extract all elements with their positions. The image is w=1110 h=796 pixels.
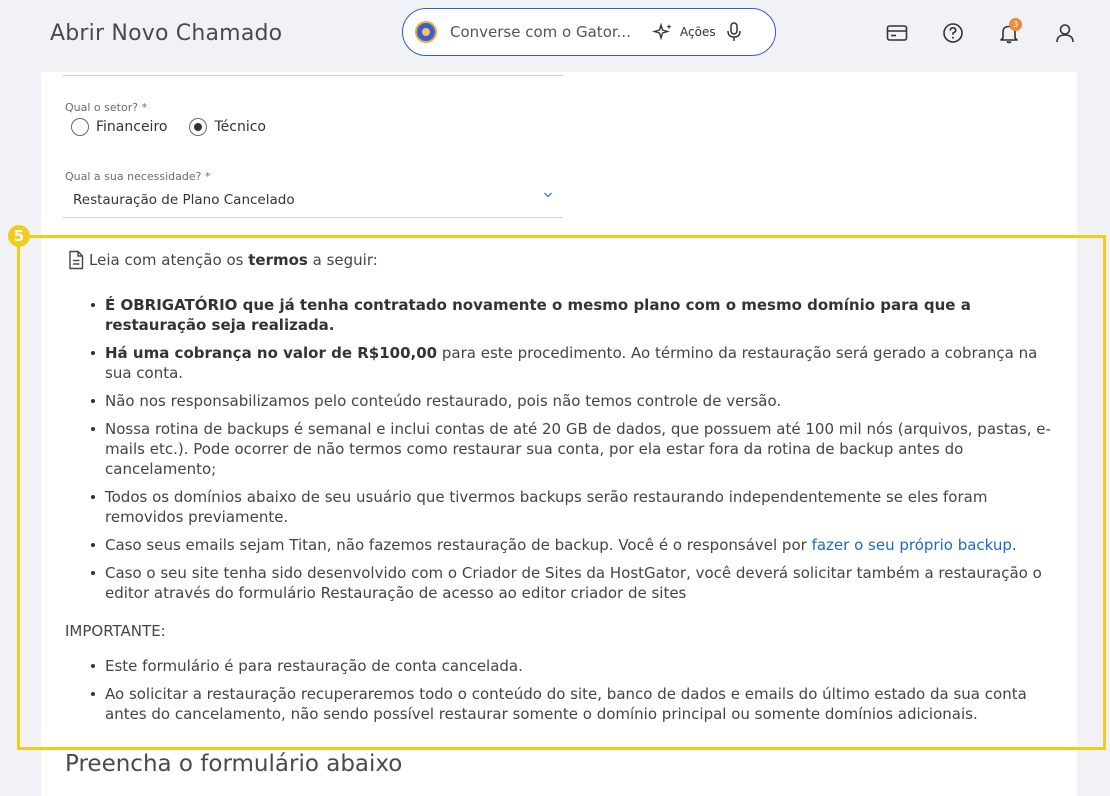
terms-item bbox=[105, 295, 1055, 335]
chevron-down-icon bbox=[543, 191, 553, 199]
radio-financeiro-label[interactable]: Financeiro bbox=[96, 119, 168, 135]
terms-item-text: Caso seus emails sejam Titan, não fazemos restauração de backup. Você é o responsável por bbox=[105, 536, 812, 554]
terms-item-text: Não nos responsabilizamos pelo conteúdo restaurado, pois não temos controle de versão. bbox=[105, 392, 782, 410]
step-badge: 5 bbox=[8, 225, 30, 247]
sector-radio-group bbox=[71, 118, 266, 136]
notification-badge: 3 bbox=[1009, 18, 1022, 31]
terms-intro bbox=[67, 250, 378, 270]
bell-icon[interactable] bbox=[997, 21, 1021, 45]
radio-financeiro[interactable] bbox=[71, 118, 89, 136]
help-icon[interactable] bbox=[941, 21, 965, 45]
card-icon[interactable] bbox=[885, 21, 909, 45]
terms-item bbox=[105, 563, 1055, 603]
user-icon[interactable] bbox=[1053, 21, 1077, 45]
terms-item bbox=[105, 391, 1055, 411]
document-icon bbox=[67, 250, 85, 270]
terms-item bbox=[105, 343, 1055, 383]
need-select[interactable] bbox=[63, 187, 563, 218]
important-item bbox=[105, 684, 1055, 724]
terms-item-bold: Há uma cobrança no valor de R$100,00 bbox=[105, 344, 438, 362]
important-item bbox=[105, 656, 1055, 676]
gator-chat-search[interactable] bbox=[402, 8, 776, 56]
terms-item bbox=[105, 419, 1055, 479]
need-select-value: Restauração de Plano Cancelado bbox=[73, 192, 295, 208]
backup-link[interactable]: fazer o seu próprio backup bbox=[811, 536, 1012, 554]
terms-list bbox=[105, 295, 1055, 611]
terms-item-text: Todos os domínios abaixo de seu usuário que tivermos backups serão restaurando independentemente se eles foram removidos previamente. bbox=[105, 488, 988, 526]
terms-item bbox=[105, 487, 1055, 527]
radio-tecnico-label[interactable]: Técnico bbox=[214, 119, 266, 135]
actions-label: Ações bbox=[680, 25, 716, 39]
page-title: Abrir Novo Chamado bbox=[50, 21, 283, 46]
terms-item-tail: . bbox=[1011, 536, 1017, 554]
top-bar bbox=[0, 0, 1110, 70]
sector-label: Qual o setor? * bbox=[65, 101, 148, 114]
important-list bbox=[105, 656, 1055, 732]
important-item-text: Este formulário é para restauração de conta cancelada. bbox=[105, 657, 523, 675]
terms-item bbox=[105, 535, 1055, 555]
terms-item-text: para este procedimento. Ao término da restauração será gerado a cobrança na sua conta. bbox=[105, 344, 1038, 382]
radio-tecnico[interactable] bbox=[189, 118, 207, 136]
need-label: Qual a sua necessidade? * bbox=[65, 170, 211, 183]
important-item-text: Ao solicitar a restauração recuperaremos todo o conteúdo do site, banco de dados e emails do último estado da sua conta antes do cancelamento, não sendo possível restaurar somente o domínio principal ou somente domínios adicionais. bbox=[105, 685, 1027, 723]
terms-item-text: Nossa rotina de backups é semanal e inclui contas de até 20 GB de dados, que possuem até 100 mil nós (arquivos, pastas, e-mails etc.). Pode ocorrer de não termos como restaurar sua conta, por ela estar fora da rotina de backup antes do cancelamento; bbox=[105, 420, 1051, 478]
terms-intro-bold: termos bbox=[248, 251, 308, 269]
mic-icon[interactable] bbox=[726, 22, 742, 42]
terms-item-bold: É OBRIGATÓRIO que já tenha contratado novamente o mesmo plano com o mesmo domínio para que a restauração seja realizada. bbox=[105, 296, 971, 334]
gator-avatar-icon bbox=[415, 21, 437, 43]
important-label: IMPORTANTE: bbox=[65, 622, 166, 640]
field-divider bbox=[63, 75, 563, 76]
terms-intro-suffix: a seguir: bbox=[312, 251, 378, 269]
actions-button[interactable] bbox=[652, 23, 716, 41]
search-input[interactable]: Converse com o Gator... bbox=[450, 23, 631, 41]
terms-intro-prefix: Leia com atenção os bbox=[89, 251, 244, 269]
sparkle-icon bbox=[652, 23, 674, 41]
form-heading: Preencha o formulário abaixo bbox=[65, 751, 403, 777]
terms-item-text: Caso o seu site tenha sido desenvolvido com o Criador de Sites da HostGator, você deverá solicitar também a restauração o editor através do formulário Restauração de acesso ao editor criador de sites bbox=[105, 564, 1042, 602]
